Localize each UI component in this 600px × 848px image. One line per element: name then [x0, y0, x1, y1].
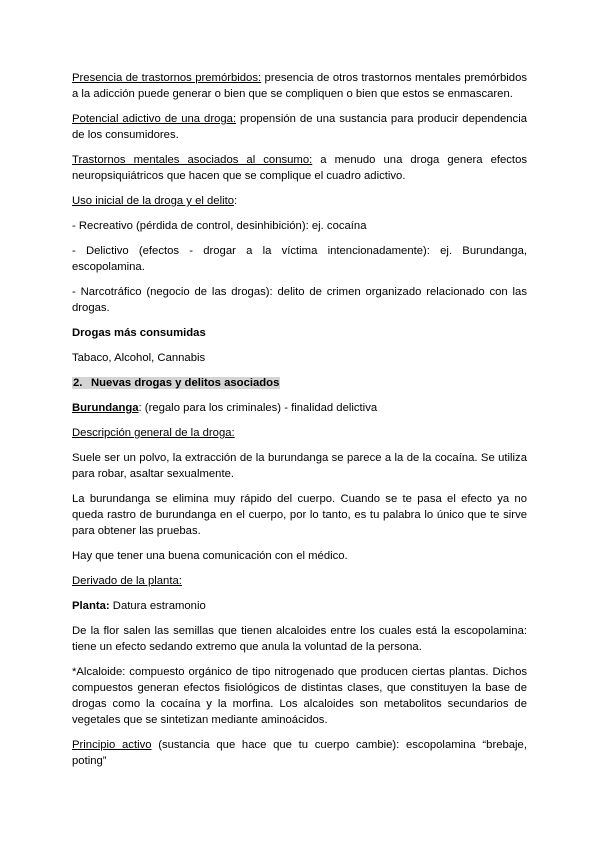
drug-subtitle: : (regalo para los criminales) - finalidad delictiva: [138, 402, 378, 414]
term-label: Trastornos mentales asociados al consumo:: [72, 154, 313, 166]
desc-label: Descripción general de la droga:: [72, 427, 235, 439]
paragraph-planta: [72, 598, 527, 614]
paragraph-burundanga: [72, 400, 527, 416]
paragraph-desc-1: Suele ser un polvo, la extracción de la burundanga se parece a la de la cocaína. Se utiliza para robar, asaltar sexualmente.: [72, 452, 527, 480]
paragraph-premorbid: [72, 70, 527, 102]
paragraph-alcaloide: *Alcaloide: compuesto orgánico de tipo nitrogenado que producen ciertas plantas. Dichos compuestos generan efectos fisiológicos de distintas clases, que constituyen la base de drogas como la cocaína y la morfina. Los alcaloides son metabolitos secundarios de vegetales que se sintetizan mediante aminoácidos.: [72, 666, 527, 726]
section-heading-2: [72, 375, 527, 391]
planta-label: Planta:: [72, 600, 110, 612]
section-number: 2.: [73, 377, 83, 389]
term-label: Presencia de trastornos premórbidos:: [72, 72, 262, 84]
planta-text: Datura estramonio: [109, 600, 206, 612]
paragraph-desc-label: [72, 425, 527, 441]
list-item: - Narcotráfico (negocio de las drogas): delito de crimen organizado relacionado con las drogas.: [72, 286, 527, 314]
drogas-list-text: Tabaco, Alcohol, Cannabis: [72, 352, 206, 364]
paragraph-flor: De la flor salen las semillas que tienen alcaloides entre los cuales está la escopolamina: tiene un efecto sedando extremo que anula la voluntad de la persona.: [72, 625, 527, 653]
derivado-label: Derivado de la planta:: [72, 575, 182, 587]
term-definition: a menudo una droga genera efectos neuropsiquiátricos que hacen que se complique el cuadro adictivo.: [72, 154, 527, 182]
term-definition: propensión de una sustancia para producir dependencia de los consumidores.: [72, 113, 527, 141]
paragraph-desc-2: La burundanga se elimina muy rápido del cuerpo. Cuando se te pasa el efecto ya no queda rastro de burundanga en el cuerpo, por lo tanto, es tu palabra lo único que te sirve para obtener las pruebas.: [72, 493, 527, 537]
paragraph-uso-inicial: [72, 193, 527, 209]
section-heading-highlight: [72, 377, 280, 389]
list-item: - Recreativo (pérdida de control, desinhibición): ej. cocaína: [72, 220, 367, 232]
term-label: Uso inicial de la droga y el delito: [72, 195, 235, 207]
section-heading-drogas: Drogas más consumidas: [72, 327, 206, 339]
drug-name: Burundanga: [72, 402, 139, 414]
document-body: [72, 70, 527, 778]
list-item: - Delictivo (efectos - drogar a la víctima intencionadamente): ej. Burundanga, escopolamina.: [72, 245, 527, 273]
term-label: Potencial adictivo de una droga:: [72, 113, 237, 125]
paragraph-principio: [72, 737, 527, 769]
paragraph-potencial: [72, 111, 527, 143]
principio-text: (sustancia que hace que tu cuerpo cambie): escopolamina “brebaje, poting”: [72, 739, 527, 767]
paragraph-desc-3: Hay que tener una buena comunicación con el médico.: [72, 550, 348, 562]
section-title: Nuevas drogas y delitos asociados: [91, 377, 280, 389]
term-definition: presencia de otros trastornos mentales premórbidos a la adicción puede generar o bien que se compliquen o bien que estos se enmascaren.: [72, 72, 528, 100]
term-colon: :: [234, 195, 238, 207]
paragraph-derivado: [72, 573, 527, 589]
paragraph-trastornos: [72, 152, 527, 184]
principio-label: Principio activo: [72, 739, 152, 751]
